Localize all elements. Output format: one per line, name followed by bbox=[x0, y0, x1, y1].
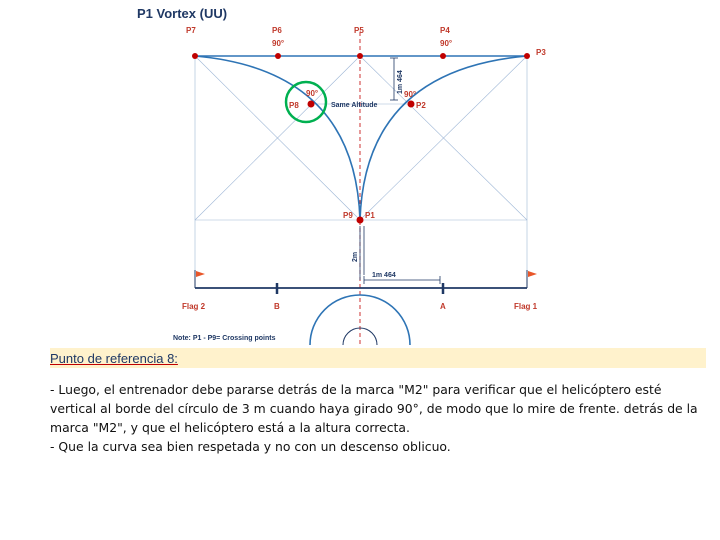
angle-p6: 90° bbox=[272, 39, 285, 48]
same-altitude-label: Same Altitude bbox=[331, 102, 378, 109]
label-p8: P8 bbox=[289, 101, 299, 110]
label-p1: P1 bbox=[365, 211, 375, 220]
label-p4: P4 bbox=[440, 26, 450, 35]
mark-b-label: B bbox=[274, 302, 280, 311]
label-p5: P5 bbox=[354, 26, 364, 35]
flight-path bbox=[195, 56, 527, 220]
angle-p2: 90° bbox=[404, 90, 417, 99]
mark-a-label: A bbox=[440, 302, 446, 311]
angle-p4: 90° bbox=[440, 39, 453, 48]
flag-2-label: Flag 2 bbox=[182, 302, 206, 311]
dimension-mid bbox=[360, 226, 364, 280]
note-text: Note: P1 - P9= Crossing points bbox=[173, 335, 276, 342]
flag-1-icon bbox=[528, 271, 537, 277]
label-p2: P2 bbox=[416, 101, 426, 110]
dim-mid-horizontal: 1m 464 bbox=[372, 272, 396, 279]
dim-mid-vertical: 2m bbox=[352, 251, 359, 262]
guide-lines bbox=[195, 56, 527, 270]
flag-2-icon bbox=[196, 271, 205, 277]
label-p3: P3 bbox=[536, 48, 546, 57]
caption-bar bbox=[50, 348, 706, 368]
description bbox=[50, 380, 710, 456]
diagram-title: P1 Vortex (UU) bbox=[137, 6, 228, 21]
label-p6: P6 bbox=[272, 26, 282, 35]
paragraph-1: - Luego, el entrenador debe pararse detrás de la marca "M2" para verificar que el helicóptero esté vertical al borde del círculo de 3 m cuando haya girado 90°, de modo que lo mire de frente. detrás de la marca "M2", y que el helicóptero está a la altura correcta. bbox=[50, 382, 698, 435]
paragraph-2: - Que la curva sea bien respetada y no con un descenso oblicuo. bbox=[50, 439, 451, 454]
flag-1-label: Flag 1 bbox=[514, 302, 538, 311]
caption-title: Punto de referencia 8: bbox=[50, 351, 178, 366]
label-p7: P7 bbox=[186, 26, 196, 35]
angle-p8: 90° bbox=[306, 89, 319, 98]
dim-top-vertical: 1m 464 bbox=[397, 70, 404, 94]
label-p9: P9 bbox=[343, 211, 353, 220]
